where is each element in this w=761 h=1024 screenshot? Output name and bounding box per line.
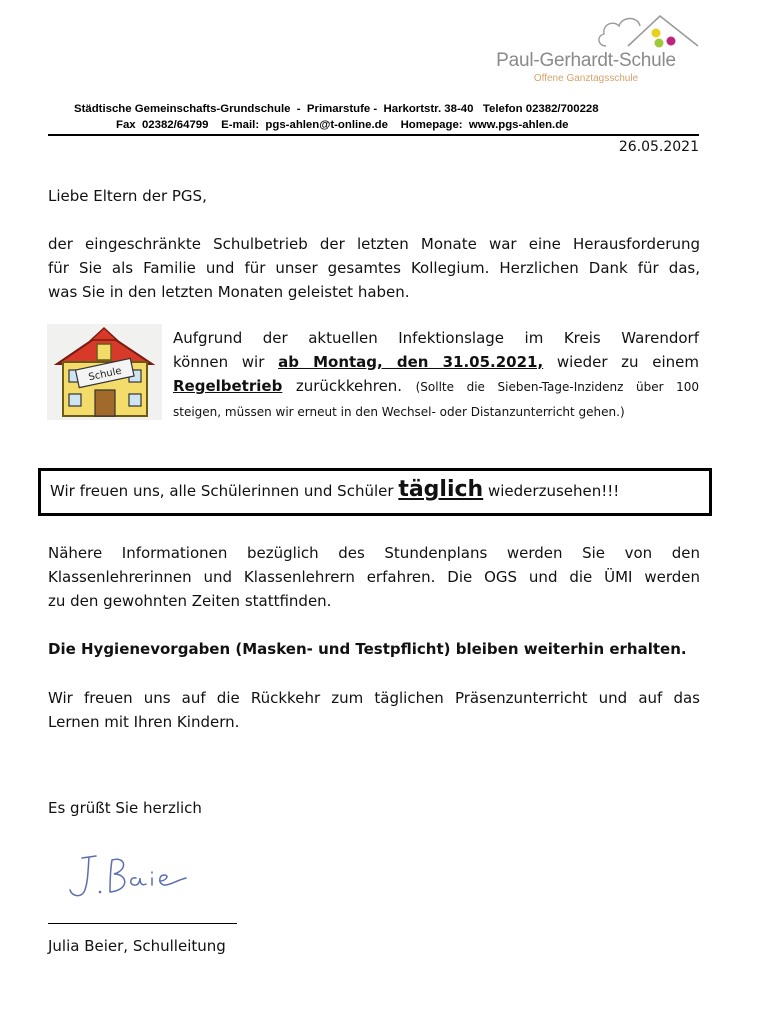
- logo-dot-yellow: [652, 29, 661, 38]
- letterhead-line-1: Städtische Gemeinschafts-Grundschule - Primarstufe - Harkortstr. 38-40 Telefon 02382/700228: [74, 103, 599, 115]
- logo-title: Paul-Gerhardt-Schule: [496, 50, 676, 71]
- school-sign-text: Schule: [87, 365, 123, 384]
- closing-paragraph: [48, 686, 700, 734]
- logo-dot-green: [655, 39, 664, 48]
- highlight-emphasis: täglich: [398, 477, 484, 502]
- schedule-line: Nähere Informationen bezüglich des Stundenplans werden Sie von den: [48, 544, 700, 562]
- reopening-line: können wir ab Montag, den 31.05.2021, wieder zu einem: [173, 353, 699, 371]
- schedule-paragraph: [48, 541, 700, 613]
- intro-line: der eingeschränkte Schulbetrieb der letzten Monate war eine Herausforderung: [48, 235, 700, 253]
- logo-dot-magenta: [667, 37, 676, 46]
- closing-line: Wir freuen uns auf die Rückkehr zum täglichen Präsenzunterricht und auf das: [48, 689, 700, 707]
- reopening-line: Aufgrund der aktuellen Infektionslage im Kreis Warendorf: [173, 329, 699, 347]
- reopening-date: ab Montag, den 31.05.2021,: [278, 353, 544, 371]
- greeting: Liebe Eltern der PGS,: [48, 187, 207, 205]
- reopening-note: steigen, müssen wir erneut in den Wechsel- oder Distanzunterricht gehen.): [173, 405, 625, 419]
- letter-date: 26.05.2021: [618, 139, 699, 155]
- logo-cloud-icon: [599, 19, 640, 47]
- handwritten-signature: [66, 848, 196, 904]
- signature-line: [48, 923, 237, 924]
- closing-line: Lernen mit Ihren Kindern.: [48, 713, 240, 731]
- highlight-text: Wir freuen uns, alle Schülerinnen und Schüler täglich wiederzusehen!!!: [50, 477, 620, 502]
- hygiene-notice: Die Hygienevorgaben (Masken- und Testpflicht) bleiben weiterhin erhalten.: [48, 640, 687, 658]
- schedule-line: Klassenlehrerinnen und Klassenlehrern erfahren. Die OGS und die ÜMI werden: [48, 568, 700, 586]
- intro-paragraph: [48, 232, 700, 304]
- intro-line: was Sie in den letzten Monaten geleistet haben.: [48, 283, 410, 301]
- intro-line: für Sie als Familie und für unser gesamtes Kollegium. Herzlichen Dank für das,: [48, 259, 700, 277]
- reopening-paragraph: [173, 326, 699, 424]
- schedule-line: zu den gewohnten Zeiten stattfinden.: [48, 592, 332, 610]
- school-illustration: [47, 324, 162, 420]
- closing-salutation: Es grüßt Sie herzlich: [48, 799, 202, 817]
- signer-name: Julia Beier, Schulleitung: [48, 937, 226, 955]
- letterhead-line-2: Fax 02382/64799 E-mail: pgs-ahlen@t-online.de Homepage: www.pgs-ahlen.de: [116, 119, 569, 131]
- logo-subtitle: Offene Ganztagsschule: [533, 73, 639, 84]
- reopening-line: Regelbetrieb zurückkehren. (Sollte die Sieben-Tage-Inzidenz über 100: [173, 377, 699, 395]
- header-divider: [48, 134, 699, 136]
- regular-operation: Regelbetrieb: [173, 377, 283, 395]
